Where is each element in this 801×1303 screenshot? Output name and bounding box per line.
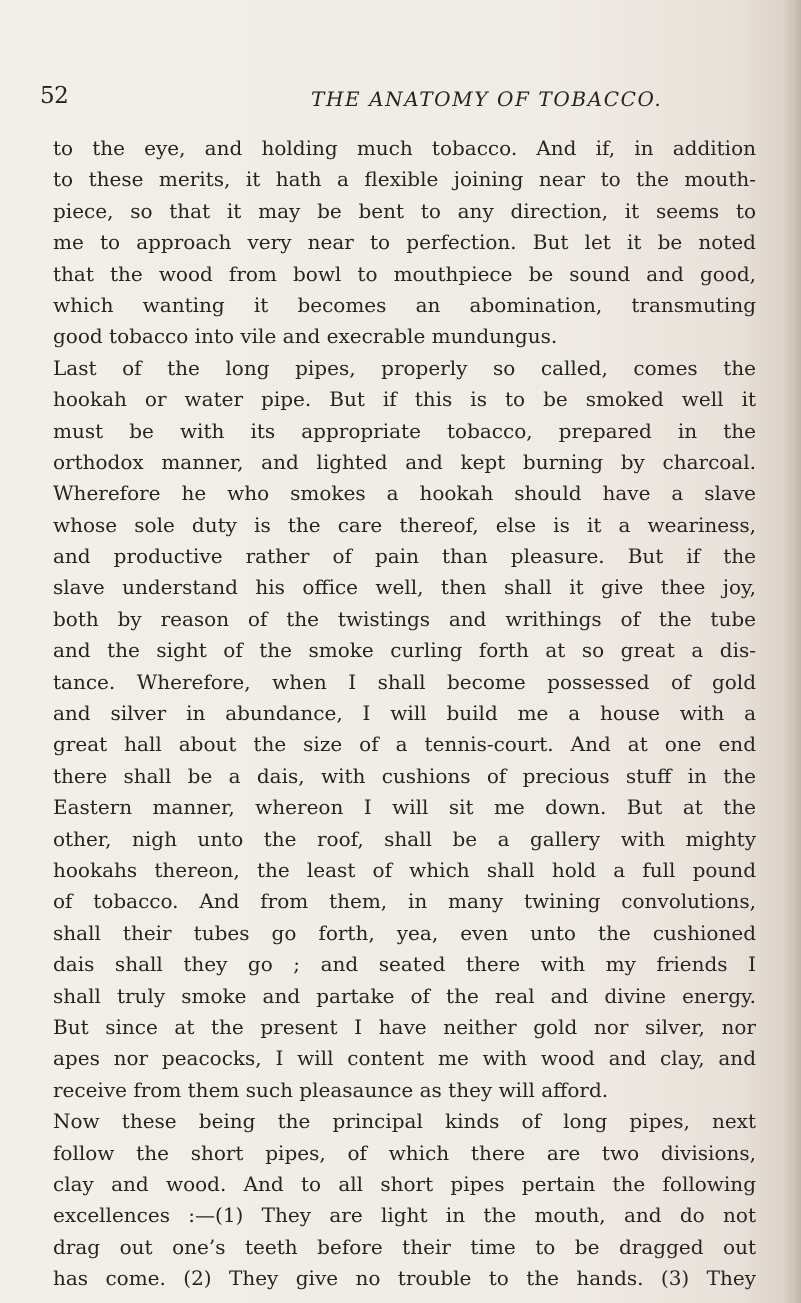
text-line: that the wood from bowl to mouthpiece be sound and good, [53,261,756,286]
text-line: and the sight of the smoke curling forth at so great a dis- [53,638,756,663]
text-line: slave understand his office well, then shall it give thee joy, [53,575,756,600]
text-line: shall truly smoke and partake of the real and divine energy. [53,983,756,1008]
page-number: 52 [40,83,69,109]
text-line: Last of the long pipes, properly so called, comes the [53,355,756,380]
text-line: of tobacco. And from them, in many twining convolutions, [53,889,756,914]
text-line: and silver in abundance, I will build me a house with a [53,701,756,726]
text-line: Wherefore he who smokes a hookah should have a slave [53,481,756,506]
text-line: dais shall they go ; and seated there with my friends I [53,952,756,977]
text-line: receive from them such pleasaunce as they will afford. [53,1077,609,1102]
text-line: there shall be a dais, with cushions of precious stuff in the [53,763,756,788]
text-line: great hall about the size of a tennis-court. And at one end [53,732,756,757]
text-line: drag out one’s teeth before their time to be dragged out [53,1234,756,1259]
text-line: hookahs thereon, the least of which shall hold a full pound [53,857,756,882]
text-line: But since at the present I have neither gold nor silver, nor [53,1014,756,1039]
text-line: orthodox manner, and lighted and kept burning by charcoal. [53,449,756,474]
text-line: shall their tubes go forth, yea, even unto the cushioned [53,920,756,945]
text-line: other, nigh unto the roof, shall be a gallery with mighty [53,826,756,851]
text-line: and productive rather of pain than pleasure. But if the [53,544,756,569]
text-line: hookah or water pipe. But if this is to be smoked well it [53,387,756,412]
text-line: to the eye, and holding much tobacco. And if, in addition [53,136,756,160]
text-line: Now these being the principal kinds of long pipes, next [53,1109,756,1134]
text-line: clay and wood. And to all short pipes pertain the following [53,1171,756,1196]
text-line: apes nor peacocks, I will content me with wood and clay, and [53,1046,756,1071]
page-edge-shadow [783,0,801,1303]
body-text [53,133,756,1294]
text-line: piece, so that it may be bent to any direction, it seems to [53,198,756,223]
text-line: must be with its appropriate tobacco, prepared in the [53,418,756,443]
text-line: excellences :—(1) They are light in the mouth, and do not [53,1203,756,1228]
text-line: has come. (2) They give no trouble to the hands. (3) They [53,1266,756,1291]
running-head: THE ANATOMY OF TOBACCO. [311,87,663,111]
text-line: which wanting it becomes an abomination, transmuting [53,292,756,317]
text-line: Eastern manner, whereon I will sit me down. But at the [53,795,756,820]
text-line: both by reason of the twistings and writhings of the tube [53,606,756,631]
text-line: follow the short pipes, of which there are two divisions, [53,1140,756,1165]
text-line: whose sole duty is the care thereof, else is it a weariness, [53,512,756,537]
text-line: tance. Wherefore, when I shall become possessed of gold [53,669,756,694]
text-line: good tobacco into vile and execrable mundungus. [53,324,558,349]
text-line: to these merits, it hath a flexible joining near to the mouth- [53,167,756,192]
text-line: me to approach very near to perfection. But let it be noted [53,230,756,255]
